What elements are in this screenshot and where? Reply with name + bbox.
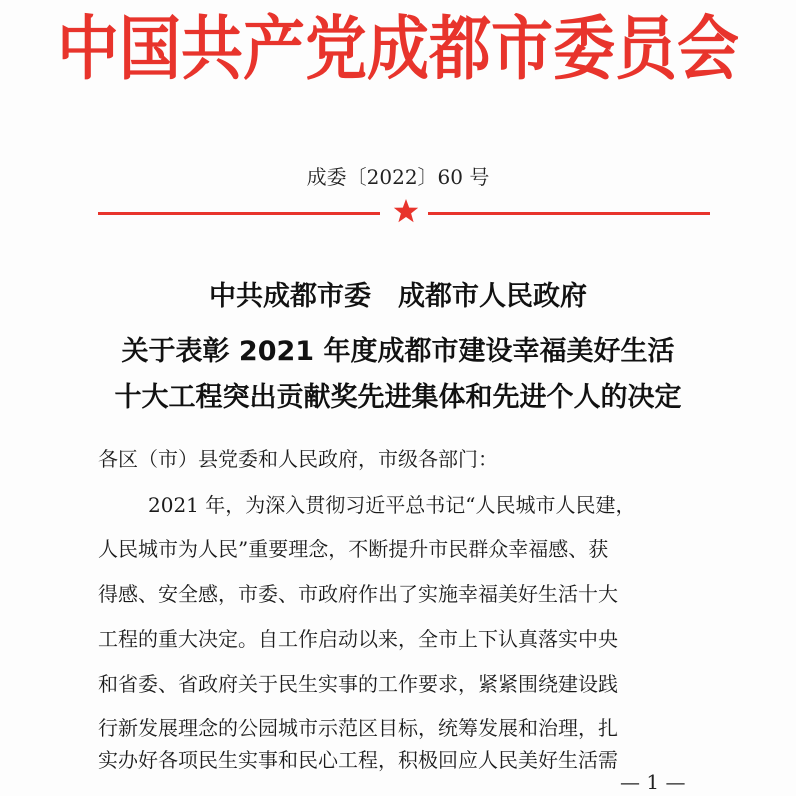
red-divider-right (428, 212, 710, 215)
body-line: 和省委、省政府关于民生实事的工作要求，紧紧围绕建设践 (98, 672, 618, 696)
body-line: 得感、安全感，市委、市政府作出了实施幸福美好生活十大 (98, 582, 618, 606)
body-line: 2021 年，为深入贯彻习近平总书记“人民城市人民建， (148, 493, 636, 517)
salutation: 各区（市）县党委和人民政府，市级各部门： (98, 447, 498, 471)
body-line: 实办好各项民生实事和民心工程，积极回应人民美好生活需 (98, 748, 618, 772)
body-line: 人民城市为人民”重要理念，不断提升市民群众幸福感、获 (98, 537, 609, 561)
red-star-icon (393, 198, 419, 224)
red-divider-left (98, 212, 380, 215)
document-title-line-2: 关于表彰 2021 年度成都市建设幸福美好生活 (121, 336, 675, 367)
body-line: 工程的重大决定。自工作启动以来，全市上下认真落实中央 (98, 627, 618, 651)
body-line: 行新发展理念的公园城市示范区目标，统筹发展和治理，扎 (98, 716, 618, 740)
masthead-title: 中国共产党成都市委员会 (56, 7, 739, 90)
page-number: — 1 — (620, 770, 686, 794)
document-title-line-1: 中共成都市委 成都市人民政府 (209, 281, 587, 312)
document-number: 成委〔2022〕60 号 (306, 165, 490, 189)
document-title-line-3: 十大工程突出贡献奖先进集体和先进个人的决定 (114, 382, 682, 413)
